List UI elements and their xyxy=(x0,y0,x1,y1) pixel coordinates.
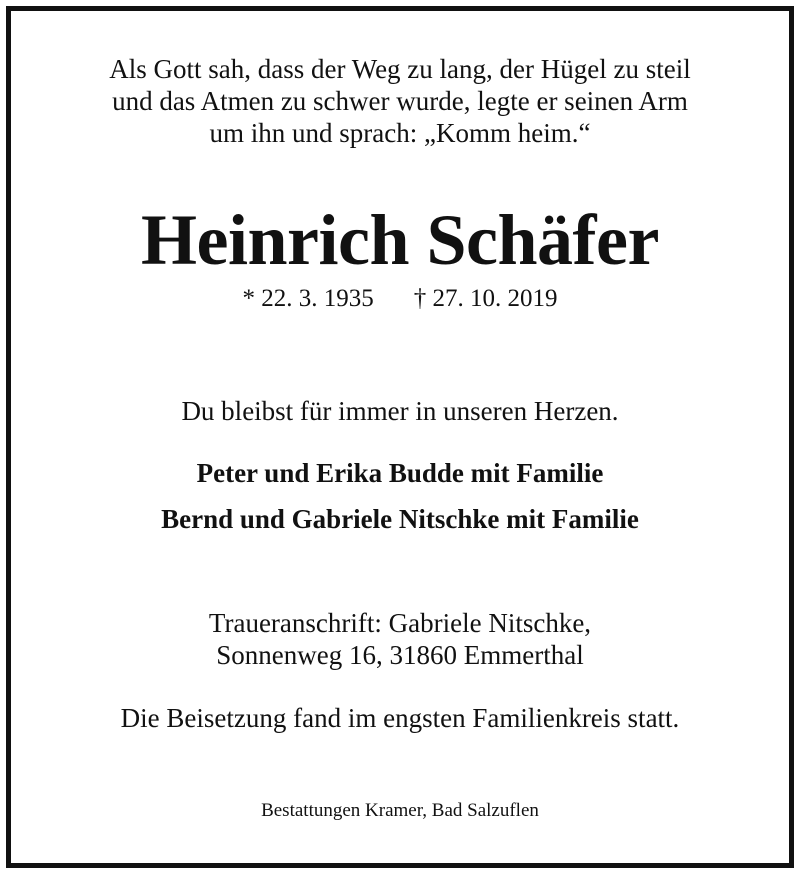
mourner-family-1: Peter und Erika Budde mit Familie xyxy=(196,458,604,488)
verse-line-2: und das Atmen zu schwer wurde, legte er seinen Arm xyxy=(112,86,688,116)
deceased-name: Heinrich Schäfer xyxy=(141,200,659,280)
address-line-1: Traueranschrift: Gabriele Nitschke, xyxy=(208,608,592,638)
death-date: † 27. 10. 2019 xyxy=(413,285,558,312)
undertaker: Bestattungen Kramer, Bad Salzuflen xyxy=(261,800,539,821)
farewell-line: Du bleibst für immer in unseren Herzen. xyxy=(181,396,619,426)
verse-line-1: Als Gott sah, dass der Weg zu lang, der Hügel zu steil xyxy=(109,54,691,84)
life-dates xyxy=(0,284,800,314)
mourner-family-2: Bernd und Gabriele Nitschke mit Familie xyxy=(161,504,639,534)
birth-date: * 22. 3. 1935 xyxy=(242,285,374,312)
address-line-2: Sonnenweg 16, 31860 Emmerthal xyxy=(216,640,584,670)
funeral-note: Die Beisetzung fand im engsten Familienkreis statt. xyxy=(120,703,680,733)
verse-line-3: um ihn und sprach: „Komm heim.“ xyxy=(209,118,591,148)
